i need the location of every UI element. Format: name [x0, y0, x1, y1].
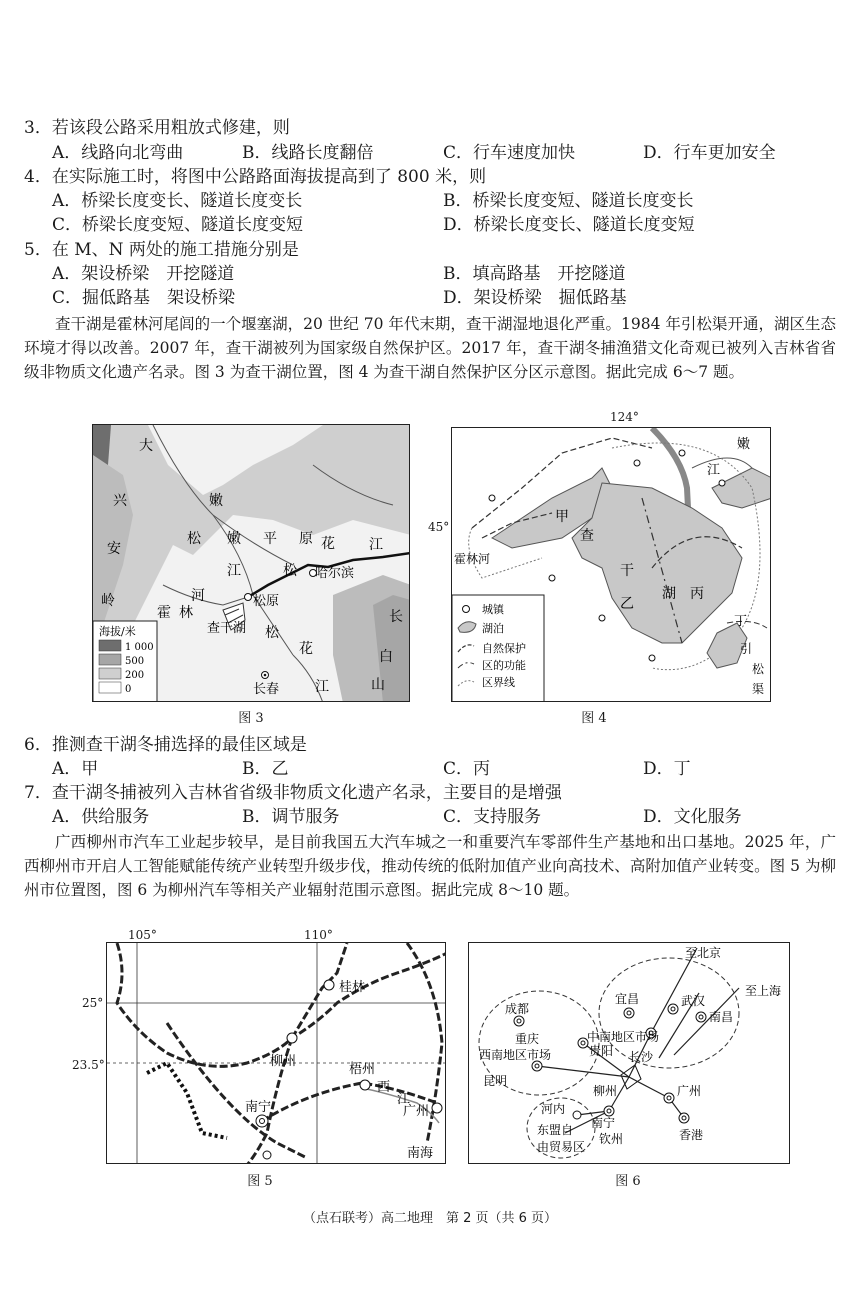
q6-option-c: C．丙 — [443, 759, 491, 779]
fig3-label-song1: 松 — [187, 531, 201, 547]
fig4-label-qu: 渠 — [752, 682, 765, 696]
fig5-label-nanning: 南宁 — [245, 1100, 272, 1115]
fig4-label-bing: 丙 — [690, 586, 704, 602]
fig3-label-he: 河 — [191, 588, 205, 604]
q3-option-a: A．线路向北弯曲 — [52, 143, 184, 163]
fig3-label-huo: 霍 — [157, 605, 171, 621]
q4-option-c: C．桥梁长度变短、隧道长度变短 — [52, 215, 304, 235]
fig3-label-shan: 山 — [371, 677, 385, 693]
fig3-label-chang: 长 — [389, 609, 403, 625]
fig4-label-yi: 乙 — [620, 596, 634, 612]
fig5-label-wuzhou: 梧州 — [349, 1062, 376, 1077]
fig6-label-to-beijing: 至北京 — [685, 946, 722, 960]
q7-option-c: C．支持服务 — [443, 807, 542, 827]
q3-option-d: D．行车更加安全 — [643, 143, 776, 163]
q7-stem: 7．查干湖冬捕被列入吉林省省级非物质文化遗产名录，主要目的是增强 — [24, 783, 562, 803]
fig4-label-song: 松 — [752, 662, 765, 676]
fig3-label-haerbin: 哈尔滨 — [315, 566, 355, 581]
q7-option-b: B．调节服务 — [242, 807, 340, 827]
q3-option-b: B．线路长度翻倍 — [242, 143, 374, 163]
fig3-label-song2: 松 — [283, 563, 297, 579]
fig3-label-jiang3: 江 — [315, 679, 329, 695]
fig6-label-xinan-market: 西南地区市场 — [479, 1048, 552, 1062]
q4-option-a: A．桥梁长度变长、隧道长度变长 — [52, 191, 303, 211]
fig3-label-changchun: 长春 — [253, 682, 280, 697]
fig6-label-to-shanghai: 至上海 — [745, 984, 782, 998]
fig6-label-zhongnan-market: 中南地区市场 — [587, 1030, 660, 1044]
fig3-label-bai: 白 — [379, 649, 393, 665]
fig3-label-chaganhu: 查干湖 — [207, 621, 247, 636]
q3-stem: 3．若该段公路采用粗放式修建，则 — [24, 118, 290, 138]
fig6-label-chongqing: 重庆 — [515, 1032, 540, 1046]
fig4-label-yin: 引 — [740, 642, 753, 656]
q7-option-d: D．文化服务 — [643, 807, 742, 827]
fig4-label-huolinhe: 霍林河 — [454, 552, 491, 566]
q5-option-d: D．架设桥梁 掘低路基 — [443, 288, 627, 308]
figure-4-map — [451, 427, 771, 702]
figure-5-caption: 图 5 — [247, 1174, 273, 1189]
fig6-label-changsha: 长沙 — [629, 1050, 654, 1064]
fig3-legend-500: 500 — [125, 656, 145, 667]
fig4-label-jia: 甲 — [555, 509, 569, 525]
figure-3-caption: 图 3 — [238, 711, 264, 726]
fig4-longitude: 124° — [610, 410, 639, 424]
fig6-label-asean-2: 由贸易区 — [537, 1140, 586, 1154]
fig5-longitude-105: 105° — [128, 928, 157, 942]
fig3-label-xing: 兴 — [113, 493, 127, 509]
q6-option-a: A．甲 — [52, 759, 99, 779]
q6-option-d: D．丁 — [643, 759, 691, 779]
q5-option-c: C．掘低路基 架设桥梁 — [52, 288, 236, 308]
fig6-label-qinzhou: 钦州 — [599, 1132, 624, 1146]
fig4-legend-boundary-3: 区界线 — [482, 676, 515, 689]
q6-option-b: B．乙 — [242, 759, 289, 779]
fig3-legend-title: 海拔/米 — [99, 625, 136, 638]
fig3-label-ping: 平 — [263, 531, 277, 547]
figure-4-caption: 图 4 — [581, 711, 607, 726]
fig6-label-nanning: 南宁 — [591, 1116, 616, 1130]
fig6-label-guangzhou: 广州 — [677, 1084, 702, 1098]
q5-stem: 5．在 M、N 两处的施工措施分别是 — [24, 240, 299, 260]
fig6-label-kunming: 昆明 — [483, 1074, 508, 1088]
fig4-label-gan: 干 — [620, 563, 634, 579]
fig3-label-jiang1: 江 — [227, 563, 241, 579]
fig5-label-nanhai: 南海 — [407, 1146, 434, 1161]
fig5-label-liuzhou: 柳州 — [270, 1054, 297, 1069]
fig6-label-nanchang: 南昌 — [709, 1010, 734, 1024]
fig6-label-asean-1: 东盟自 — [537, 1123, 574, 1137]
q4-option-b: B．桥梁长度变短、隧道长度变长 — [443, 191, 694, 211]
fig3-legend-200: 200 — [125, 670, 145, 681]
page-footer: （点石联考）高二地理 第 2 页（共 6 页） — [302, 1211, 558, 1226]
fig6-label-wuhan: 武汉 — [681, 994, 706, 1008]
fig5-latitude-23-5: 23.5° — [72, 1058, 105, 1072]
fig4-legend-boundary-1: 自然保护 — [482, 642, 526, 655]
fig5-label-xi: 西 — [377, 1080, 391, 1095]
fig4-label-hu: 湖 — [662, 586, 676, 602]
fig3-label-nen1: 嫩 — [209, 493, 223, 509]
fig4-label-ding: 丁 — [734, 614, 748, 629]
fig3-label-songyuan: 松原 — [253, 594, 280, 609]
figure-5-map — [106, 942, 446, 1164]
q7-option-a: A．供给服务 — [52, 807, 150, 827]
passage-chagan-lake: 查干湖是霍林河尾闾的一个堰塞湖，20 世纪 70 年代末期，查干湖湿地退化严重。1984 年引松渠开通，湖区生态环境才得以改善。2007 年，查干湖被列为国家级自然保护区。2017 年，查干湖冬捕渔猎文化奇观已被列入吉林省省级非物质文化遗产名录。图 3 为查干湖位置，图 4 为查干湖自然保护区分区示意图。据此完成 6～7 题。 — [24, 315, 836, 381]
fig3-label-yuan: 原 — [299, 531, 313, 547]
fig4-legend-boundary-2: 区的功能 — [482, 659, 526, 672]
fig6-label-xianggang: 香港 — [679, 1128, 704, 1142]
fig4-label-nen: 嫩 — [737, 437, 751, 452]
fig5-label-guilin: 桂林 — [339, 980, 366, 995]
fig4-latitude: 45° — [428, 520, 450, 534]
fig3-label-ling: 岭 — [101, 593, 115, 609]
fig6-label-liuzhou: 柳州 — [593, 1084, 618, 1098]
fig3-legend-0: 0 — [125, 684, 132, 695]
fig3-label-hua1: 花 — [321, 536, 335, 552]
fig6-label-guiyang: 贵阳 — [589, 1044, 614, 1058]
fig3-label-song3: 松 — [265, 625, 279, 641]
fig5-label-guangzhou: 广州 — [403, 1104, 430, 1119]
fig4-label-jiang: 江 — [707, 463, 721, 478]
q3-option-c: C．行车速度加快 — [443, 143, 576, 163]
fig6-label-chengdu: 成都 — [505, 1002, 530, 1016]
fig4-legend-town: 城镇 — [482, 603, 504, 616]
fig5-label-jiang: 江 — [397, 1092, 411, 1107]
passage-liuzhou: 广西柳州市汽车工业起步较早，是目前我国五大汽车城之一和重要汽车零部件生产基地和出口基地。2025 年，广西柳州市开启人工智能赋能传统产业转型升级步伐，推动传统的低附加值产业向高技术、高附加值产业转变。图 5 为柳州市位置图，图 6 为柳州汽车等相关产业辐射范围示意图。据此完成 8～10 题。 — [24, 833, 836, 899]
fig3-label-lin: 林 — [179, 605, 193, 621]
figure-6-caption: 图 6 — [615, 1174, 641, 1189]
fig5-latitude-25: 25° — [82, 996, 104, 1010]
fig3-label-da: 大 — [139, 438, 153, 454]
q4-option-d: D．桥梁长度变长、隧道长度变短 — [443, 215, 695, 235]
fig3-legend-1000: 1 000 — [125, 642, 154, 653]
fig3-label-an: 安 — [107, 541, 121, 557]
fig6-label-hanoi: 河内 — [541, 1102, 566, 1116]
q5-option-a: A．架设桥梁 开挖隧道 — [52, 264, 235, 284]
fig3-label-jiang2: 江 — [369, 537, 383, 553]
q5-option-b: B．填高路基 开挖隧道 — [443, 264, 626, 284]
q4-stem: 4．在实际施工时，将图中公路路面海拔提高到了 800 米，则 — [24, 167, 487, 187]
fig5-longitude-110: 110° — [304, 928, 333, 942]
fig3-label-hua2: 花 — [299, 641, 313, 657]
fig6-label-yichang: 宜昌 — [615, 992, 640, 1006]
fig4-label-cha: 查 — [580, 528, 594, 544]
figure-3-map — [92, 424, 410, 702]
q6-stem: 6．推测查干湖冬捕选择的最佳区域是 — [24, 735, 307, 755]
fig4-legend-lake: 湖泊 — [482, 622, 504, 635]
figure-6-diagram — [468, 942, 790, 1164]
fig3-label-nen2: 嫩 — [227, 531, 241, 547]
